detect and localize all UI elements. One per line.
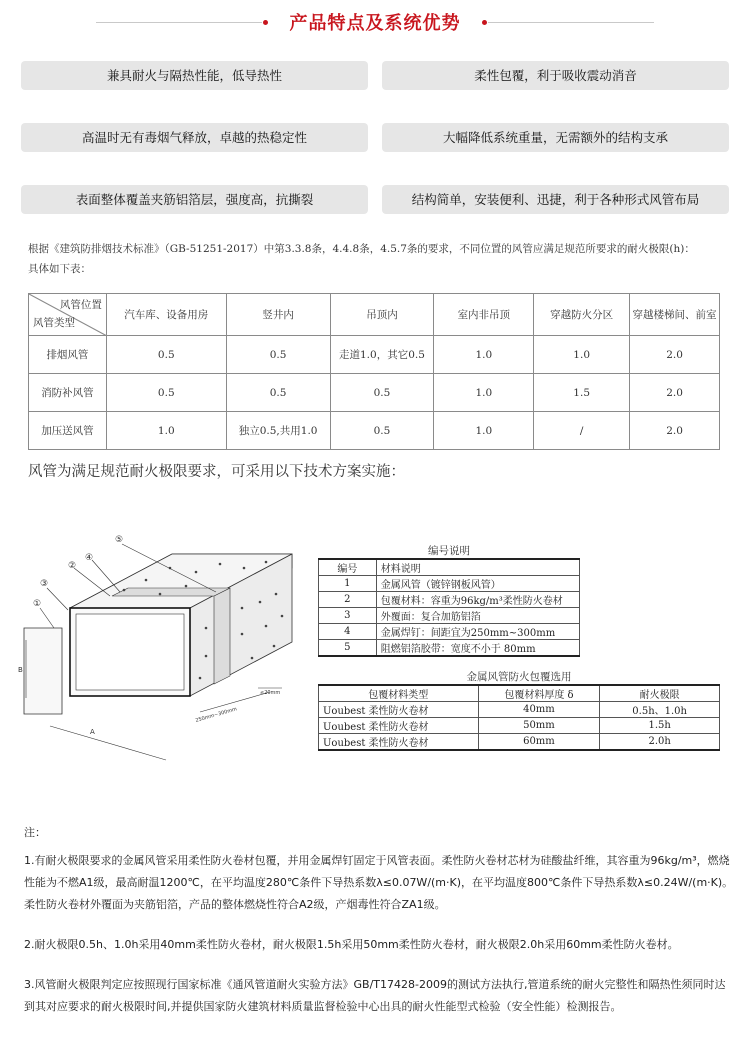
note-item: 1.有耐火极限要求的金属风管采用柔性防火卷材包覆，并用金属焊钉固定于风管表面。柔性防火卷材芯材为硅酸盐纤维，其容重为96kg/m³，燃烧性能为不燃A1级，最高耐温1200℃，在平均温度280℃条件下导热系数λ≤0.07W/(m·K)，在平均温度800℃条件下导热系数λ≤0.24W/(m·K)。柔性防火卷材外覆面为夹筋铝箔，产品的整体燃烧性符合A2级，产烟毒性符合ZA1级。 — [24, 854, 734, 911]
table-cell: Uoubest 柔性防火卷材 — [319, 734, 479, 751]
table-cell: 0.5 — [330, 412, 434, 450]
column-header: 吊顶内 — [330, 294, 434, 336]
table-row — [319, 734, 720, 751]
tape-band — [214, 588, 230, 684]
table-cell: 包覆材料：容重为96kg/m³柔性防火卷材 — [376, 592, 579, 608]
table-cell: 2.0h — [600, 734, 720, 751]
table-row — [319, 608, 580, 624]
wrap-caption: 金属风管防火包覆选用 — [466, 671, 572, 683]
table-cell: Uoubest 柔性防火卷材 — [319, 718, 479, 734]
dim-a-label: A — [90, 728, 95, 736]
notes-section — [24, 822, 734, 1036]
table-cell: 0.5h、1.0h — [600, 702, 720, 718]
intro-line: 根据《建筑防排烟技术标准》（GB-51251-2017）中第3.3.8条，4.4.8条，4.5.7条的要求，不同位置的风管应满足规范所要求的耐火极限(h)： — [28, 243, 695, 255]
wrap-selection-table — [318, 684, 720, 751]
feature-box: 大幅降低系统重量，无需额外的结构支承 — [382, 123, 729, 152]
table-cell: 5 — [319, 640, 377, 657]
tape-band-top — [112, 588, 230, 596]
table-cell: 1.0 — [534, 336, 630, 374]
table-cell: 2.0 — [630, 374, 720, 412]
table-cell: 60mm — [478, 734, 600, 751]
row-label: 排烟风管 — [29, 336, 107, 374]
column-header: 竖井内 — [226, 294, 330, 336]
table-cell: 金属风管（镀锌钢板风管） — [376, 576, 579, 592]
table-cell: Uoubest 柔性防火卷材 — [319, 702, 479, 718]
table-cell: 0.5 — [330, 374, 434, 412]
table-row — [29, 374, 720, 412]
column-header: 耐火极限 — [600, 685, 720, 702]
dim-span-label: 250mm~300mm — [194, 706, 238, 724]
table-cell: 40mm — [478, 702, 600, 718]
dim-b-label: B — [18, 666, 23, 674]
table-cell: 1.0 — [106, 412, 226, 450]
column-header: 汽车库、设备用房 — [106, 294, 226, 336]
table-row — [319, 718, 720, 734]
callout-2: ② — [68, 561, 77, 571]
table-cell: 0.5 — [106, 374, 226, 412]
bare-duct-end — [24, 628, 62, 714]
feature-box: 表面整体覆盖夹筋铝箔层，强度高，抗撕裂 — [21, 185, 368, 214]
legend-caption: 编号说明 — [428, 545, 470, 557]
feature-box: 高温时无有毒烟气释放，卓越的热稳定性 — [21, 123, 368, 152]
table-cell: 走道1.0，其它0.5 — [330, 336, 434, 374]
table-cell: 1.0 — [434, 336, 534, 374]
notes-heading: 注： — [24, 826, 46, 839]
feature-box: 柔性包覆，利于吸收震动消音 — [382, 61, 729, 90]
table-row — [319, 702, 720, 718]
table-cell: 0.5 — [226, 336, 330, 374]
table-cell: 1 — [319, 576, 377, 592]
table-cell: 3 — [319, 608, 377, 624]
column-header: 穿越楼梯间、前室 — [630, 294, 720, 336]
corner-top-label: 风管位置 — [59, 299, 102, 311]
table-cell: 1.5h — [600, 718, 720, 734]
row-label: 消防补风管 — [29, 374, 107, 412]
column-header: 包覆材料类型 — [319, 685, 479, 702]
callout-1: ① — [33, 599, 42, 609]
table-cell: 2.0 — [630, 412, 720, 450]
table-row — [319, 624, 580, 640]
table-row — [319, 592, 580, 608]
callout-4: ④ — [85, 553, 94, 563]
table-row — [319, 576, 580, 592]
table-cell: 1.0 — [434, 412, 534, 450]
intro-line: 具体如下表： — [28, 263, 91, 275]
corner-cell — [29, 294, 107, 336]
duct-wrap-diagram — [20, 528, 320, 758]
table-cell: 0.5 — [226, 374, 330, 412]
row-label: 加压送风管 — [29, 412, 107, 450]
fire-rating-table — [28, 293, 720, 450]
table-cell: 50mm — [478, 718, 600, 734]
callout-3: ③ — [40, 579, 49, 589]
table-cell: 1.0 — [434, 374, 534, 412]
header-line-right — [488, 22, 654, 23]
table-cell: 0.5 — [106, 336, 226, 374]
solution-subtitle: 风管为满足规范耐火极限要求，可采用以下技术方案实施： — [28, 464, 405, 480]
header-dot-right — [482, 20, 487, 25]
corner-bottom-label: 风管类型 — [33, 317, 75, 329]
metal-duct-front — [76, 614, 184, 690]
column-header: 穿越防火分区 — [534, 294, 630, 336]
table-row — [319, 640, 580, 657]
table-cell: 独立0.5,共用1.0 — [226, 412, 330, 450]
table-header-row — [29, 294, 720, 336]
table-cell: 金属焊钉：间距宜为250mm~300mm — [376, 624, 579, 640]
note-item: 3.风管耐火极限判定应按照现行国家标准《通风管道耐火实验方法》GB/T17428-2009的测试方法执行,管道系统的耐火完整性和隔热性须同时达到其对应要求的耐火极限时间,并提供国家防火建筑材料质量监督检验中心出具的耐火性能型式检验（安全性能）检测报告。 — [24, 978, 726, 1013]
feature-box: 兼具耐火与隔热性能，低导热性 — [21, 61, 368, 90]
table-header-row — [319, 559, 580, 576]
column-header: 材料说明 — [376, 559, 579, 576]
table-cell: 4 — [319, 624, 377, 640]
table-cell: 阻燃铝箔胶带：宽度不小于 80mm — [376, 640, 579, 657]
feature-box: 结构简单，安装便利、迅捷，利于各种形式风管布局 — [382, 185, 729, 214]
column-header: 室内非吊顶 — [434, 294, 534, 336]
legend-table — [318, 558, 580, 657]
column-header: 编号 — [319, 559, 377, 576]
intro-paragraph — [28, 239, 728, 279]
page-title: 产品特点及系统优势 — [289, 13, 461, 34]
table-cell: 外覆面：复合加筋铝箔 — [376, 608, 579, 624]
note-item: 2.耐火极限0.5h、1.0h采用40mm柔性防火卷材，耐火极限1.5h采用50mm柔性防火卷材，耐火极限2.0h采用60mm柔性防火卷材。 — [24, 938, 679, 951]
section-header — [0, 6, 750, 38]
table-cell: 2.0 — [630, 336, 720, 374]
callout-5: ⑤ — [115, 535, 124, 545]
table-cell: / — [534, 412, 630, 450]
table-row — [29, 412, 720, 450]
table-row — [29, 336, 720, 374]
dim-small-label: ≤20mm — [260, 690, 281, 696]
table-cell: 1.5 — [534, 374, 630, 412]
table-header-row — [319, 685, 720, 702]
table-cell: 2 — [319, 592, 377, 608]
column-header: 包覆材料厚度 δ — [478, 685, 600, 702]
